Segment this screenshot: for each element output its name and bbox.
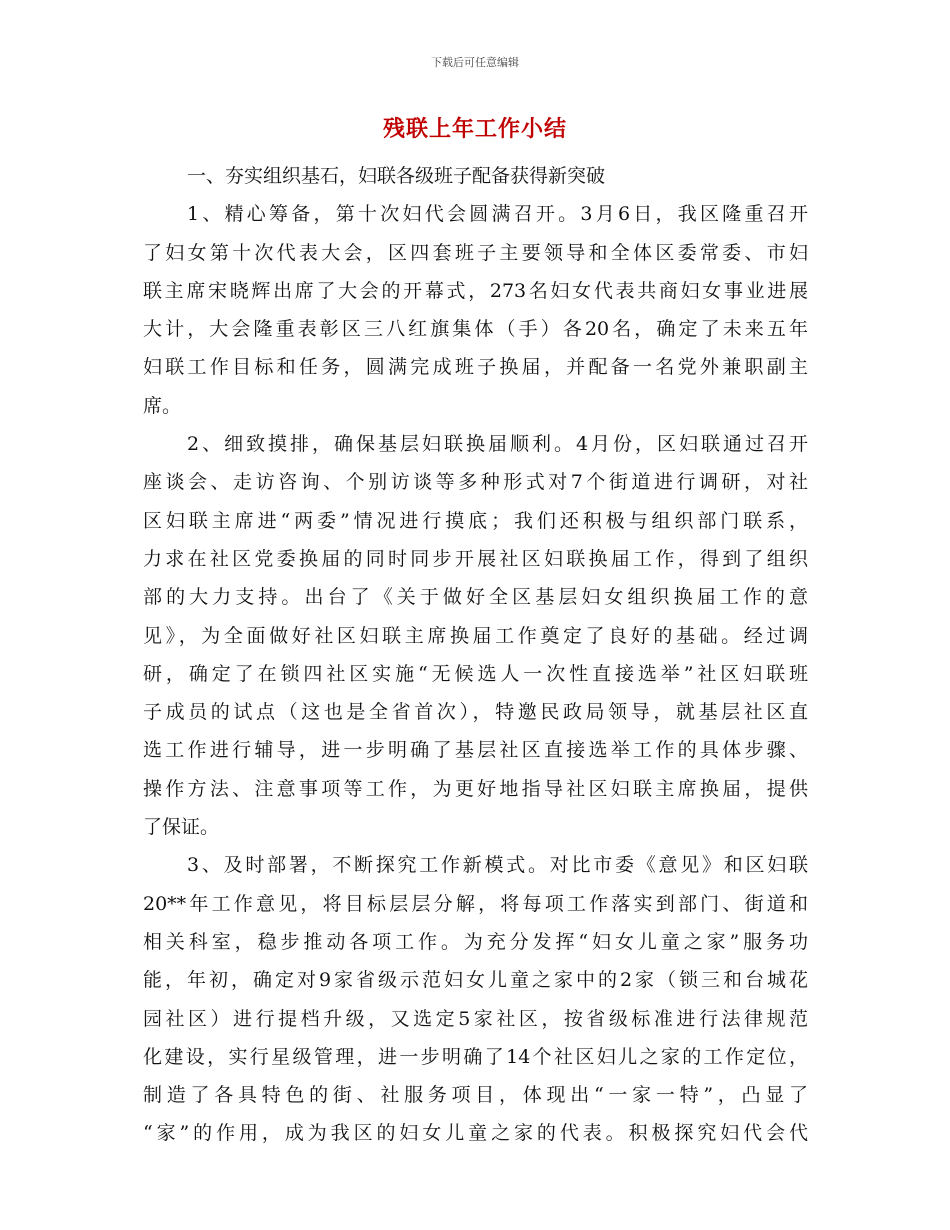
- text-line: 20**年工作意见，将目标层层分解，将每项工作落实到部门、街道和: [143, 892, 808, 915]
- text-line: “家”的作用，成为我区的妇女儿童之家的代表。积极探究妇代会代: [143, 1122, 808, 1145]
- text-line: 座谈会、走访咨询、个别访谈等多种形式对7个街道进行调研，对社: [143, 471, 808, 494]
- text-line: 1、精心筹备，第十次妇代会圆满召开。3月6日，我区隆重召开: [187, 203, 808, 226]
- text-line: 研，确定了在锁四社区实施“无候选人一次性直接选举”社区妇联班: [143, 662, 808, 685]
- text-line: 部的大力支持。出台了《关于做好全区基层妇女组织换届工作的意: [143, 586, 808, 609]
- text-line: 操作方法、注意事项等工作，为更好地指导社区妇联主席换届，提供: [143, 777, 808, 800]
- text-line: 3、及时部署，不断探究工作新模式。对比市委《意见》和区妇联: [187, 854, 808, 877]
- text-line: 力求在社区党委换届的同时同步开展社区妇联换届工作，得到了组织: [143, 547, 808, 570]
- text-line: 一、夯实组织基石，妇联各级班子配备获得新突破: [187, 165, 606, 187]
- text-line: 化建设，实行星级管理，进一步明确了14个社区妇儿之家的工作定位，: [143, 1045, 808, 1068]
- text-line: 制造了各具特色的街、社服务项目，体现出“一家一特”，凸显了: [143, 1084, 808, 1107]
- text-line: 妇联工作目标和任务，圆满完成班子换届，并配备一名党外兼职副主: [143, 356, 808, 379]
- text-line: 相关科室，稳步推动各项工作。为充分发挥“妇女儿童之家”服务功: [143, 930, 808, 953]
- text-line: 联主席宋晓辉出席了大会的开幕式，273名妇女代表共商妇女事业进展: [143, 279, 808, 302]
- text-line: 了保证。: [143, 816, 220, 839]
- text-line: 区妇联主席进“两委”情况进行摸底；我们还积极与组织部门联系，: [143, 509, 808, 532]
- text-line: 见》，为全面做好社区妇联主席换届工作奠定了良好的基础。经过调: [143, 624, 808, 647]
- document-title: 残联上年工作小结: [382, 116, 567, 142]
- text-line: 能，年初，确定对9家省级示范妇女儿童之家中的2家（锁三和台城花: [143, 969, 808, 992]
- text-line: 大计，大会隆重表彰区三八红旗集体（手）各20名，确定了未来五年: [143, 318, 808, 341]
- document-body: [143, 157, 808, 1153]
- text-line: 了妇女第十次代表大会，区四套班子主要领导和全体区委常委、市妇: [143, 241, 808, 264]
- text-line: 选工作进行辅导，进一步明确了基层社区直接选举工作的具体步骤、: [143, 739, 808, 762]
- header-note: 下载后可任意编辑: [431, 56, 519, 69]
- text-line: 子成员的试点（这也是全省首次），特邀民政局领导，就基层社区直: [143, 701, 808, 724]
- text-line: 席。: [143, 394, 182, 417]
- text-line: 园社区）进行提档升级，又选定5家社区，按省级标准进行法律规范: [143, 1007, 808, 1030]
- text-line: 2、细致摸排，确保基层妇联换届顺利。4月份，区妇联通过召开: [187, 433, 808, 456]
